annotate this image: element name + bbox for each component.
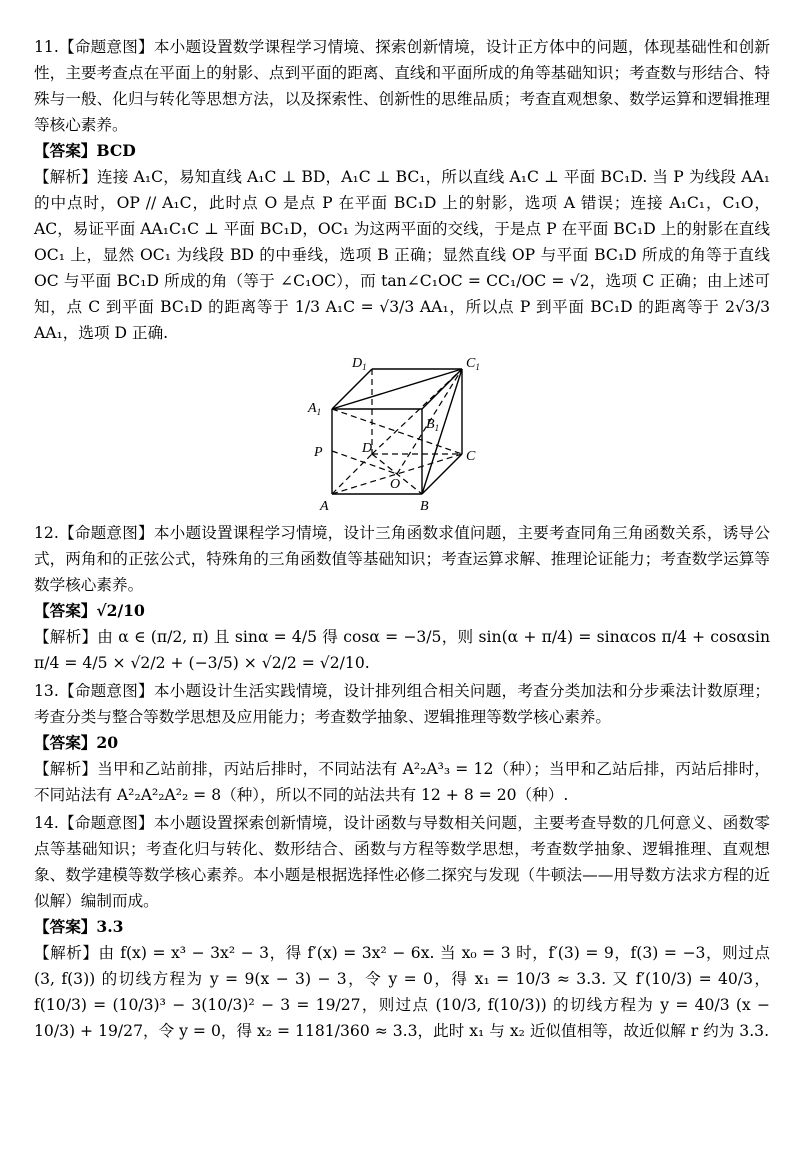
solution-page [34, 34, 770, 1046]
label-P: P [314, 445, 323, 460]
q14-analysis: 【解析】由 f(x) = x³ − 3x² − 3，得 f′(x) = 3x² − 6x. 当 x₀ = 3 时，f′(3) = 9，f(3) = −3，则过点 (3, f(3)) 的切线方程为 y = 9(x − 3) − 3，令 y = 0，得 x₁ = 10/3 ≈ 3.3. 又 f′(10/3) = 40/3，f(10/3) = (10/3)³ − 3(10/3)² − 3 = 19/27，则过点 (10/3, f(10/3)) 的切线方程为 y = 40/3 (x − 10/3) + 19/27，令 y = 0，得 x₂ = 1181/360 ≈ 3.3，此时 x₁ 与 x₂ 近似值相等，故近似解 r 约为 3.3. [34, 944, 770, 1040]
q14-answer: 【答案】3.3 [34, 917, 124, 936]
cube-diagram [302, 354, 502, 514]
q12-answer: 【答案】√2/10 [34, 601, 145, 620]
question-14 [34, 810, 770, 1044]
q13-answer: 【答案】20 [34, 733, 119, 752]
label-A: A [320, 499, 329, 514]
q13-intent: 13.【命题意图】本小题设计生活实践情境，设计排列组合相关问题，考查分类加法和分步乘法计数原理；考查分类与整合等数学思想及应用能力；考查数学抽象、逻辑推理等数学核心素养。 [34, 682, 770, 726]
cube-figure [34, 354, 770, 514]
q12-intent: 12.【命题意图】本小题设置课程学习情境，设计三角函数求值问题，主要考查同角三角函数关系，诱导公式，两角和的正弦公式，特殊角的三角函数值等基础知识；考查运算求解、推理论证能力；考查数学运算等数学核心素养。 [34, 524, 770, 594]
q12-analysis: 【解析】由 α ∈ (π/2, π) 且 sinα = 4/5 得 cosα = −3/5，则 sin(α + π/4) = sinαcos π/4 + cosαsin π/4 = 4/5 × √2/2 + (−3/5) × √2/2 = √2/10. [34, 628, 770, 672]
q11-analysis: 【解析】连接 A₁C，易知直线 A₁C ⊥ BD，A₁C ⊥ BC₁，所以直线 A₁C ⊥ 平面 BC₁D. 当 P 为线段 AA₁ 的中点时，OP // A₁C，此时点 O 是点 P 在平面 BC₁D 上的射影，选项 A 错误；连接 A₁C₁，C₁O，AC，易证平面 AA₁C₁C ⊥ 平面 BC₁D，OC₁ 为这两平面的交线，于是点 P 在平面 BC₁D 上的射影在直线 OC₁ 上，显然 OC₁ 为线段 BD 的中垂线，选项 B 正确；显然直线 OP 与平面 BC₁D 所成的角等于直线 OC 与平面 BC₁D 所成的角（等于 ∠C₁OC），而 tan∠C₁OC = CC₁/OC = √2，选项 C 正确；由上述可知，点 C 到平面 BC₁D 的距离等于 1/3 A₁C = √3/3 AA₁，所以点 P 到平面 BC₁D 的距离等于 2√3/3 AA₁，选项 D 正确. [34, 168, 770, 342]
q11-intent: 11.【命题意图】本小题设置数学课程学习情境、探索创新情境，设计正方体中的问题，体现基础性和创新性，主要考查点在平面上的射影、点到平面的距离、直线和平面所成的角等基础知识；考查数与形结合、特殊与一般、化归与转化等思想方法，以及探索性、创新性的思维品质；考查直观想象、数学运算和逻辑推理等核心素养。 [34, 38, 770, 134]
label-O: O [390, 477, 401, 492]
label-C: C [466, 449, 476, 464]
q14-intent: 14.【命题意图】本小题设置探索创新情境，设计函数与导数相关问题，主要考查导数的几何意义、函数零点等基础知识；考查化归与转化、数形结合、函数与方程等数学思想，考查数学抽象、逻辑推理、直观想象、数学建模等数学核心素养。本小题是根据选择性必修二探究与发现（牛顿法——用导数方法求方程的近似解）编制而成。 [34, 814, 770, 910]
label-A1: $A_1$ [308, 401, 322, 417]
q13-analysis: 【解析】当甲和乙站前排，丙站后排时，不同站法有 A²₂A³₃ = 12（种）；当甲和乙站后排，丙站后排时，不同站法有 A²₂A²₂A²₂ = 8（种），所以不同的站法共有 12 + 8 = 20（种）. [34, 760, 770, 804]
label-D: D [362, 441, 373, 456]
label-B: B [420, 499, 429, 514]
q11-answer: 【答案】BCD [34, 141, 136, 160]
question-11 [34, 34, 770, 346]
label-B1: $B_1$ [426, 417, 440, 433]
question-12 [34, 520, 770, 676]
label-C1: $C_1$ [466, 356, 480, 372]
question-13 [34, 678, 770, 808]
label-D1: $D_1$ [352, 356, 367, 372]
